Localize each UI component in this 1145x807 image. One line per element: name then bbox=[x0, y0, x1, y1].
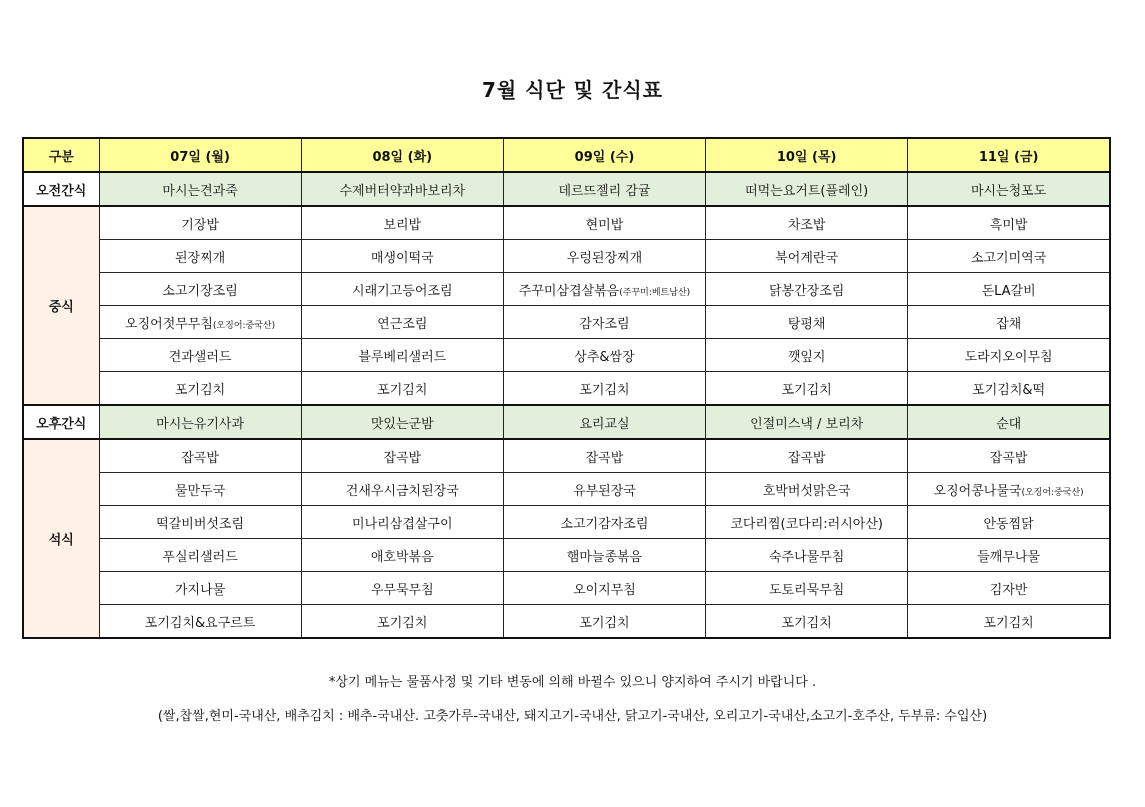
menu-cell bbox=[503, 240, 705, 273]
menu-item-text: 잡곡밥 bbox=[787, 450, 826, 466]
menu-cell bbox=[706, 339, 908, 372]
menu-item-text: 현미밥 bbox=[585, 217, 624, 233]
lunch-row bbox=[23, 306, 1110, 339]
menu-cell bbox=[301, 473, 503, 506]
menu-item-text: 포기김치 bbox=[781, 615, 832, 631]
origin-note: (오징어:중국산) bbox=[1021, 487, 1084, 498]
menu-cell bbox=[503, 372, 705, 406]
menu-item-text: 오이지무침 bbox=[573, 582, 636, 598]
menu-item-text: 탕평채 bbox=[787, 316, 826, 332]
day-header: 10일 (목) bbox=[706, 138, 908, 172]
dinner-row bbox=[23, 572, 1110, 605]
menu-table bbox=[22, 137, 1111, 639]
menu-cell bbox=[99, 539, 301, 572]
menu-cell bbox=[908, 372, 1110, 406]
menu-cell bbox=[99, 273, 301, 306]
menu-item-text: 감자조림 bbox=[579, 316, 630, 332]
menu-item-text: 유부된장국 bbox=[573, 483, 636, 499]
menu-cell bbox=[503, 339, 705, 372]
lunch-label: 중식 bbox=[23, 206, 99, 405]
morning-snack-row bbox=[23, 172, 1110, 206]
menu-item-text: 상추&쌈장 bbox=[574, 349, 635, 365]
menu-item-text: 포기김치&떡 bbox=[972, 382, 1046, 398]
menu-cell bbox=[706, 539, 908, 572]
menu-item-text: 가지나물 bbox=[174, 582, 226, 598]
menu-cell bbox=[301, 372, 503, 406]
menu-cell bbox=[908, 439, 1110, 473]
menu-item-text: 도라지오이무침 bbox=[964, 349, 1053, 365]
day-header: 07일 (월) bbox=[99, 138, 301, 172]
menu-cell bbox=[503, 506, 705, 539]
snack-cell: 순대 bbox=[908, 405, 1110, 439]
menu-cell bbox=[301, 240, 503, 273]
menu-item-text: 소고기미역국 bbox=[970, 250, 1047, 266]
menu-cell bbox=[99, 605, 301, 639]
page-title: 7월 식단 및 간식표 bbox=[481, 78, 664, 102]
menu-cell bbox=[503, 273, 705, 306]
menu-cell bbox=[706, 605, 908, 639]
day-header: 09일 (수) bbox=[503, 138, 705, 172]
notice-text: *상기 메뉴는 물품사정 및 기타 변동에 의해 바뀔수 있으니 양지하여 주시기 바랍니다 . bbox=[328, 675, 817, 690]
menu-cell bbox=[99, 306, 301, 339]
menu-item-text: 포기김치 bbox=[983, 615, 1034, 631]
menu-cell bbox=[908, 273, 1110, 306]
menu-cell bbox=[908, 339, 1110, 372]
menu-cell bbox=[99, 240, 301, 273]
lunch-row bbox=[23, 240, 1110, 273]
origin-note: (오징어:중국산) bbox=[212, 320, 276, 331]
menu-item-text: 잡곡밥 bbox=[383, 450, 422, 466]
dinner-row bbox=[23, 605, 1110, 639]
menu-cell bbox=[908, 539, 1110, 572]
menu-item-text: 우무묵무침 bbox=[370, 582, 434, 598]
lunch-row bbox=[23, 206, 1110, 240]
menu-item-text: 주꾸미삼겹살볶음 bbox=[518, 283, 620, 299]
menu-item-text: 포기김치 bbox=[377, 615, 428, 631]
menu-item-text: 포기김치&요구르트 bbox=[144, 615, 256, 631]
menu-item-text: 블루베리샐러드 bbox=[358, 349, 447, 365]
menu-cell bbox=[908, 506, 1110, 539]
menu-cell bbox=[301, 539, 503, 572]
menu-cell bbox=[706, 473, 908, 506]
menu-cell bbox=[99, 572, 301, 605]
day-header: 11일 (금) bbox=[908, 138, 1110, 172]
menu-table-body bbox=[23, 138, 1110, 638]
lunch-row bbox=[23, 372, 1110, 406]
menu-item-text: 김자반 bbox=[989, 582, 1028, 598]
menu-item-text: 푸실리샐러드 bbox=[162, 549, 238, 565]
menu-item-text: 우렁된장찌개 bbox=[566, 250, 643, 266]
menu-item-text: 들깨무나물 bbox=[977, 549, 1041, 565]
menu-cell bbox=[301, 605, 503, 639]
menu-cell bbox=[301, 206, 503, 240]
menu-item-text: 포기김치 bbox=[174, 382, 226, 398]
menu-item-text: 닭봉간장조림 bbox=[768, 283, 845, 299]
dinner-label: 석식 bbox=[23, 439, 99, 638]
menu-cell bbox=[301, 339, 503, 372]
menu-item-text: 된장찌개 bbox=[174, 250, 226, 266]
snack-cell: 요리교실 bbox=[503, 405, 705, 439]
menu-cell bbox=[301, 506, 503, 539]
menu-item-text: 차조밥 bbox=[787, 217, 826, 233]
menu-cell bbox=[99, 439, 301, 473]
menu-cell bbox=[503, 572, 705, 605]
lunch-row bbox=[23, 339, 1110, 372]
menu-item-text: 포기김치 bbox=[377, 382, 428, 398]
menu-item-text: 매생이떡국 bbox=[370, 250, 434, 266]
menu-item-text: 기장밥 bbox=[181, 217, 219, 233]
menu-item-text: 견과샐러드 bbox=[168, 349, 232, 365]
menu-item-text: 포기김치 bbox=[579, 615, 630, 631]
menu-item-text: 숙주나물무침 bbox=[768, 549, 845, 565]
menu-cell bbox=[706, 506, 908, 539]
menu-item-text: 건새우시금치된장국 bbox=[345, 483, 459, 499]
dinner-row bbox=[23, 539, 1110, 572]
menu-cell bbox=[301, 439, 503, 473]
afternoon-snack-row bbox=[23, 405, 1110, 439]
menu-item-text: 북어계란국 bbox=[775, 250, 839, 266]
dinner-row bbox=[23, 506, 1110, 539]
dinner-row bbox=[23, 473, 1110, 506]
menu-cell bbox=[99, 473, 301, 506]
menu-cell bbox=[503, 539, 705, 572]
menu-item-text: 호박버섯맑은국 bbox=[762, 483, 851, 499]
origin-note: (주꾸미:베트남산) bbox=[619, 287, 691, 298]
snack-cell: 인절미스낵 / 보리차 bbox=[706, 405, 908, 439]
snack-cell: 마시는견과죽 bbox=[99, 172, 301, 206]
menu-cell bbox=[706, 273, 908, 306]
menu-item-text: 깻잎지 bbox=[787, 349, 826, 365]
menu-cell bbox=[706, 439, 908, 473]
menu-cell bbox=[503, 439, 705, 473]
lunch-row bbox=[23, 273, 1110, 306]
menu-item-text: 보리밥 bbox=[383, 217, 422, 233]
menu-cell bbox=[301, 306, 503, 339]
snack-cell: 수제버터약과바보리차 bbox=[301, 172, 503, 206]
menu-item-text: 떡갈비버섯조림 bbox=[156, 516, 245, 532]
day-header: 08일 (화) bbox=[301, 138, 503, 172]
menu-cell bbox=[503, 206, 705, 240]
menu-cell bbox=[908, 605, 1110, 639]
menu-item-text: 햄마늘종볶음 bbox=[566, 549, 643, 565]
menu-cell bbox=[99, 339, 301, 372]
menu-item-text: 도토리묵무침 bbox=[768, 582, 845, 598]
menu-cell bbox=[503, 306, 705, 339]
menu-cell bbox=[99, 372, 301, 406]
category-header: 구분 bbox=[23, 138, 99, 172]
menu-cell bbox=[503, 473, 705, 506]
menu-item-text: 잡곡밥 bbox=[585, 450, 624, 466]
menu-cell bbox=[908, 206, 1110, 240]
menu-item-text: 미나리삼겹살구이 bbox=[352, 516, 453, 532]
menu-item-text: 흑미밥 bbox=[989, 217, 1028, 233]
menu-cell bbox=[908, 240, 1110, 273]
morning-snack-label: 오전간식 bbox=[23, 172, 99, 206]
menu-cell bbox=[706, 206, 908, 240]
menu-item-text: 소고기감자조림 bbox=[560, 516, 649, 532]
menu-item-text: 오징어젓무무침 bbox=[125, 316, 213, 332]
menu-item-text: 애호박볶음 bbox=[370, 549, 434, 565]
snack-cell: 마시는청포도 bbox=[908, 172, 1110, 206]
snack-cell: 마시는유기사과 bbox=[99, 405, 301, 439]
origin-text: (쌀,찹쌀,현미-국내산, 배추김치 : 배추-국내산. 고춧가루-국내산, 돼지고기-국내산, 닭고기-국내산, 오리고기-국내산,소고기-호주산, 두부류: 수입산) bbox=[157, 709, 988, 724]
snack-cell: 떠먹는요거트(플레인) bbox=[706, 172, 908, 206]
afternoon-snack-label: 오후간식 bbox=[23, 405, 99, 439]
header-row bbox=[23, 138, 1110, 172]
menu-cell bbox=[301, 572, 503, 605]
menu-cell bbox=[99, 506, 301, 539]
menu-item-text: 포기김치 bbox=[579, 382, 630, 398]
menu-cell bbox=[301, 273, 503, 306]
menu-cell bbox=[706, 306, 908, 339]
menu-cell bbox=[706, 372, 908, 406]
menu-cell bbox=[908, 306, 1110, 339]
menu-item-text: 잡곡밥 bbox=[181, 450, 219, 466]
menu-item-text: 포기김치 bbox=[781, 382, 832, 398]
menu-item-text: 연근조림 bbox=[377, 316, 428, 332]
menu-cell bbox=[99, 206, 301, 240]
menu-cell bbox=[908, 473, 1110, 506]
menu-item-text: 오징어콩나물국 bbox=[933, 483, 1022, 499]
menu-item-text: 잡곡밥 bbox=[989, 450, 1028, 466]
menu-cell bbox=[503, 605, 705, 639]
menu-cell bbox=[706, 240, 908, 273]
menu-item-text: 안동찜닭 bbox=[983, 516, 1034, 532]
menu-item-text: 소고기장조림 bbox=[162, 283, 238, 299]
menu-item-text: 물만두국 bbox=[174, 483, 226, 499]
menu-cell bbox=[706, 572, 908, 605]
menu-item-text: 시래기고등어조림 bbox=[352, 283, 453, 299]
menu-item-text: 잡채 bbox=[996, 316, 1022, 332]
dinner-row bbox=[23, 439, 1110, 473]
snack-cell: 맛있는군밤 bbox=[301, 405, 503, 439]
snack-cell: 데르뜨젤리 감귤 bbox=[503, 172, 705, 206]
menu-item-text: 돈LA갈비 bbox=[981, 283, 1036, 299]
menu-item-text: 코다리찜(코다리:러시아산) bbox=[730, 516, 883, 532]
menu-cell bbox=[908, 572, 1110, 605]
